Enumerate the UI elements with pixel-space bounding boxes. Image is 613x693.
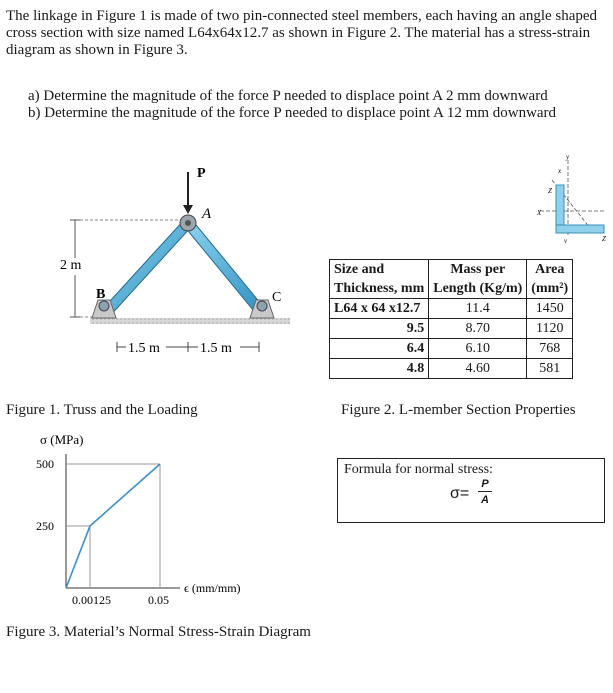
area-cell: 1120 — [527, 319, 573, 339]
thickness-cell: 4.8 — [330, 359, 429, 379]
formula-lhs: σ= — [450, 485, 470, 502]
header-size: Size and — [330, 260, 429, 280]
node-c-label: C — [272, 290, 282, 305]
mass-cell: 11.4 — [429, 299, 527, 319]
formula-denominator: A — [481, 494, 489, 506]
size-label: L64 x 64 x12.7 — [330, 299, 429, 319]
member-ab — [100, 220, 192, 318]
span-right-label: 1.5 m — [200, 341, 232, 356]
axis-x2-label: x — [558, 167, 562, 175]
table-row — [330, 359, 573, 379]
figure2-caption: Figure 2. L-member Section Properties — [341, 402, 576, 418]
formula-title: Formula for normal stress: — [344, 462, 493, 477]
area-cell: 768 — [527, 339, 573, 359]
node-a-label: A — [202, 206, 212, 222]
axis-v-label: v — [564, 237, 568, 245]
y-tick-250: 250 — [36, 519, 54, 533]
problem-statement: The linkage in Figure 1 is made of two pin-connected steel members, each having an angle shaped cross section with size named L64x64x12.7 as shown in Figure 2. The material has a stress-strain diagram as shown in Figure 3. — [6, 8, 598, 58]
ground — [90, 318, 290, 324]
height-label: 2 m — [60, 258, 82, 273]
truss-figure — [0, 150, 320, 400]
figure3-caption: Figure 3. Material’s Normal Stress-Strain Diagram — [6, 624, 311, 640]
member-ac — [184, 220, 266, 316]
x-tick-1: 0.00125 — [72, 593, 111, 607]
span-left-label: 1.5 m — [128, 341, 160, 356]
axis-x-label: X — [537, 209, 542, 217]
formula-numerator: P — [478, 477, 492, 492]
load-label: P — [197, 166, 206, 181]
section-properties-table — [329, 259, 573, 379]
mass-cell: 6.10 — [429, 339, 527, 359]
header-thickness: Thickness, mm — [330, 279, 429, 299]
task-b: b) Determine the magnitude of the force P needed to displace point A 12 mm downward — [28, 105, 557, 121]
table-row — [330, 339, 573, 359]
header-mass: Mass per — [429, 260, 527, 280]
y-tick-500: 500 — [36, 457, 54, 471]
thickness-cell: 9.5 — [330, 319, 429, 339]
header-length: Length (Kg/m) — [429, 279, 527, 299]
task-a: a) Determine the magnitude of the force P needed to displace point A 2 mm downward — [28, 88, 548, 104]
table-row — [330, 319, 573, 339]
x-axis-label: ϵ (mm/mm) — [184, 581, 241, 595]
area-cell: 1450 — [527, 299, 573, 319]
y-axis-label: σ (MPa) — [40, 432, 84, 447]
thickness-cell: 6.4 — [330, 339, 429, 359]
axis-y-label: y — [566, 155, 570, 161]
area-cell: 581 — [527, 359, 573, 379]
header-area-unit: (mm²) — [527, 279, 573, 299]
axis-z-label: Z — [548, 187, 552, 195]
header-area: Area — [527, 260, 573, 280]
l-section-sketch — [532, 155, 612, 245]
table-row — [330, 299, 573, 319]
formula-box — [337, 458, 605, 523]
x-tick-2: 0.05 — [148, 593, 169, 607]
mass-cell: 4.60 — [429, 359, 527, 379]
node-b-label: B — [96, 287, 106, 302]
stress-strain-chart — [0, 428, 320, 618]
task-list — [28, 88, 556, 122]
mass-cell: 8.70 — [429, 319, 527, 339]
figure1-caption: Figure 1. Truss and the Loading — [6, 402, 198, 418]
axis-z2-label: Z — [602, 235, 606, 243]
